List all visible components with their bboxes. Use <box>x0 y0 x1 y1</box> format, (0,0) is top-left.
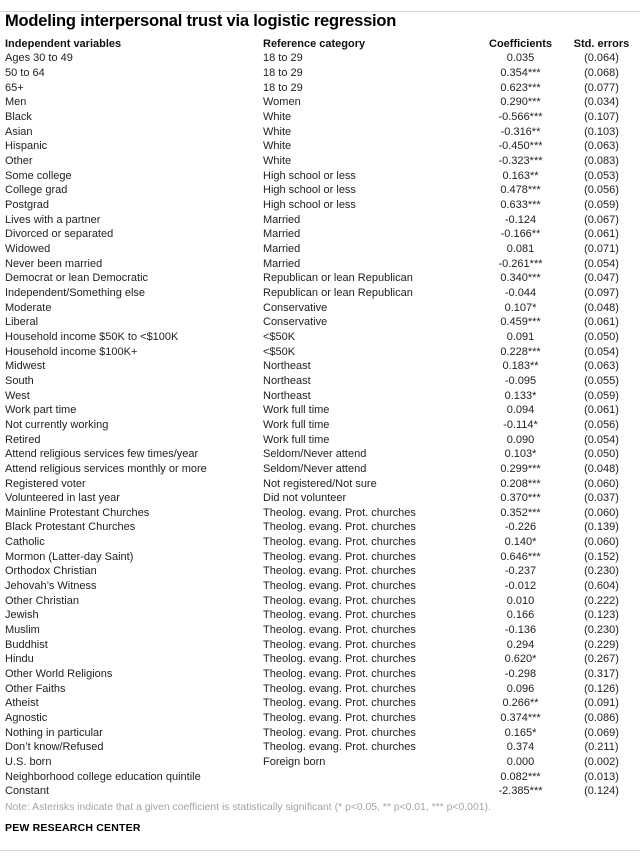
table-row <box>0 741 640 756</box>
table-row <box>0 755 640 770</box>
cell-independent-variable: Black Protestant Churches <box>5 521 136 534</box>
cell-independent-variable: Attend religious services monthly or more <box>5 462 207 475</box>
table-row <box>0 433 640 448</box>
cell-reference-category: Work full time <box>263 418 330 431</box>
cell-std-error: (0.123) <box>584 609 619 622</box>
cell-independent-variable: Work part time <box>5 404 77 417</box>
cell-reference-category: Theolog. evang. Prot. churches <box>263 682 416 695</box>
top-divider <box>0 11 640 12</box>
cell-coefficient: -0.114* <box>503 418 538 431</box>
cell-reference-category: Republican or lean Republican <box>263 272 413 285</box>
cell-std-error: (0.002) <box>584 755 619 768</box>
cell-coefficient: -0.566*** <box>498 111 543 124</box>
table-row <box>0 345 640 360</box>
cell-std-error: (0.083) <box>584 155 619 168</box>
cell-std-error: (0.139) <box>584 521 619 534</box>
cell-coefficient: 0.165* <box>504 726 537 739</box>
table-row <box>0 359 640 374</box>
table-row <box>0 623 640 638</box>
cell-std-error: (0.055) <box>584 374 619 387</box>
cell-independent-variable: Independent/Something else <box>5 286 146 299</box>
cell-std-error: (0.222) <box>584 594 619 607</box>
source-label: PEW RESEARCH CENTER <box>5 822 141 835</box>
cell-reference-category: Conservative <box>263 316 328 329</box>
cell-independent-variable: Midwest <box>5 360 46 373</box>
cell-std-error: (0.107) <box>584 111 619 124</box>
cell-coefficient: 0.299*** <box>500 462 541 475</box>
cell-reference-category: <$50K <box>263 330 296 343</box>
cell-coefficient: 0.082*** <box>500 770 541 783</box>
cell-independent-variable: Other <box>5 155 33 168</box>
cell-coefficient: 0.623*** <box>500 81 541 94</box>
cell-independent-variable: College grad <box>5 184 68 197</box>
cell-coefficient: 0.290*** <box>500 96 541 109</box>
table-row <box>0 213 640 228</box>
table-row <box>0 418 640 433</box>
table-row <box>0 521 640 536</box>
cell-std-error: (0.059) <box>584 199 619 212</box>
table-row <box>0 667 640 682</box>
cell-reference-category: 18 to 29 <box>263 52 303 65</box>
cell-reference-category: White <box>263 111 292 124</box>
cell-reference-category: Married <box>263 213 301 226</box>
cell-std-error: (0.054) <box>584 257 619 270</box>
cell-coefficient: 0.166 <box>506 609 535 622</box>
cell-coefficient: -0.298 <box>504 668 537 681</box>
table-row <box>0 697 640 712</box>
cell-coefficient: 0.091 <box>506 330 535 343</box>
cell-coefficient: 0.081 <box>506 243 535 256</box>
cell-reference-category: Seldom/Never attend <box>263 448 367 461</box>
cell-independent-variable: Black <box>5 111 32 124</box>
cell-coefficient: 0.478*** <box>500 184 541 197</box>
cell-coefficient: -0.237 <box>504 565 537 578</box>
cell-coefficient: 0.370*** <box>500 492 541 505</box>
cell-std-error: (0.229) <box>584 638 619 651</box>
cell-reference-category: Conservative <box>263 301 328 314</box>
table-row <box>0 682 640 697</box>
cell-std-error: (0.061) <box>584 316 619 329</box>
cell-reference-category: Theolog. evang. Prot. churches <box>263 580 416 593</box>
cell-coefficient: -0.166** <box>500 228 541 241</box>
cell-coefficient: -0.012 <box>504 580 537 593</box>
cell-reference-category: White <box>263 140 292 153</box>
table-row <box>0 594 640 609</box>
table-row <box>0 140 640 155</box>
cell-std-error: (0.077) <box>584 81 619 94</box>
table-row <box>0 403 640 418</box>
column-header-coefficients: Coefficients <box>489 37 552 50</box>
cell-reference-category: Not registered/Not sure <box>263 477 377 490</box>
cell-reference-category: 18 to 29 <box>263 67 303 80</box>
table-row <box>0 184 640 199</box>
cell-coefficient: 0.228*** <box>500 345 541 358</box>
cell-independent-variable: Never been married <box>5 257 103 270</box>
cell-independent-variable: Hispanic <box>5 140 48 153</box>
cell-independent-variable: Men <box>5 96 27 109</box>
cell-coefficient: 0.620* <box>504 653 537 666</box>
cell-coefficient: -0.044 <box>504 286 537 299</box>
table-row <box>0 506 640 521</box>
cell-coefficient: 0.035 <box>506 52 535 65</box>
cell-independent-variable: Other World Religions <box>5 668 113 681</box>
cell-reference-category: Married <box>263 228 301 241</box>
cell-independent-variable: U.S. born <box>5 755 52 768</box>
cell-coefficient: 0.208*** <box>500 477 541 490</box>
cell-coefficient: -0.450*** <box>498 140 543 153</box>
cell-independent-variable: Jehovah’s Witness <box>5 580 97 593</box>
cell-coefficient: 0.010 <box>506 594 535 607</box>
cell-independent-variable: Other Christian <box>5 594 79 607</box>
cell-coefficient: 0.140* <box>504 536 537 549</box>
table-row <box>0 169 640 184</box>
cell-std-error: (0.060) <box>584 506 619 519</box>
table-row <box>0 242 640 257</box>
cell-std-error: (0.124) <box>584 785 619 798</box>
cell-std-error: (0.211) <box>584 741 619 754</box>
cell-independent-variable: Asian <box>5 125 33 138</box>
table-row <box>0 154 640 169</box>
cell-reference-category: Women <box>263 96 301 109</box>
cell-coefficient: -0.124 <box>504 213 537 226</box>
table-row <box>0 301 640 316</box>
cell-independent-variable: Other Faiths <box>5 682 66 695</box>
cell-reference-category: Theolog. evang. Prot. churches <box>263 624 416 637</box>
cell-independent-variable: Widowed <box>5 243 51 256</box>
cell-std-error: (0.053) <box>584 169 619 182</box>
cell-independent-variable: Atheist <box>5 697 39 710</box>
cell-std-error: (0.152) <box>584 550 619 563</box>
cell-reference-category: 18 to 29 <box>263 81 303 94</box>
cell-std-error: (0.103) <box>584 125 619 138</box>
cell-coefficient: -0.316** <box>500 125 541 138</box>
cell-std-error: (0.086) <box>584 712 619 725</box>
cell-coefficient: -0.261*** <box>498 257 543 270</box>
cell-independent-variable: Jewish <box>5 609 39 622</box>
cell-std-error: (0.063) <box>584 360 619 373</box>
cell-std-error: (0.059) <box>584 389 619 402</box>
cell-reference-category: Married <box>263 243 301 256</box>
cell-reference-category: Theolog. evang. Prot. churches <box>263 726 416 739</box>
table-row <box>0 477 640 492</box>
cell-coefficient: -0.095 <box>504 374 537 387</box>
cell-reference-category: White <box>263 125 292 138</box>
cell-std-error: (0.097) <box>584 286 619 299</box>
cell-independent-variable: Buddhist <box>5 638 48 651</box>
table-row <box>0 462 640 477</box>
cell-coefficient: -0.226 <box>504 521 537 534</box>
cell-std-error: (0.048) <box>584 462 619 475</box>
cell-std-error: (0.068) <box>584 67 619 80</box>
cell-independent-variable: Agnostic <box>5 712 48 725</box>
cell-coefficient: 0.107* <box>504 301 537 314</box>
cell-coefficient: 0.094 <box>506 404 535 417</box>
table-row <box>0 711 640 726</box>
cell-reference-category: Theolog. evang. Prot. churches <box>263 638 416 651</box>
table-row <box>0 609 640 624</box>
cell-independent-variable: Some college <box>5 169 72 182</box>
cell-independent-variable: 50 to 64 <box>5 67 45 80</box>
cell-coefficient: 0.294 <box>506 638 535 651</box>
cell-coefficient: 0.340*** <box>500 272 541 285</box>
cell-independent-variable: Moderate <box>5 301 52 314</box>
cell-reference-category: High school or less <box>263 169 356 182</box>
cell-reference-category: Work full time <box>263 404 330 417</box>
cell-coefficient: 0.103* <box>504 448 537 461</box>
column-header-reference-category: Reference category <box>263 37 366 50</box>
cell-std-error: (0.047) <box>584 272 619 285</box>
cell-independent-variable: Postgrad <box>5 199 50 212</box>
cell-reference-category: Theolog. evang. Prot. churches <box>263 741 416 754</box>
bottom-divider <box>0 850 640 851</box>
cell-independent-variable: Volunteered in last year <box>5 492 120 505</box>
cell-reference-category: Northeast <box>263 360 311 373</box>
column-header-independent-variables: Independent variables <box>5 37 122 50</box>
cell-reference-category: Married <box>263 257 301 270</box>
cell-coefficient: 0.183** <box>502 360 539 373</box>
cell-reference-category: High school or less <box>263 184 356 197</box>
table-row <box>0 491 640 506</box>
cell-independent-variable: Lives with a partner <box>5 213 101 226</box>
cell-reference-category: Theolog. evang. Prot. churches <box>263 668 416 681</box>
cell-reference-category: Theolog. evang. Prot. churches <box>263 712 416 725</box>
cell-std-error: (0.067) <box>584 213 619 226</box>
cell-coefficient: 0.354*** <box>500 67 541 80</box>
cell-independent-variable: Neighborhood college education quintile <box>5 770 201 783</box>
cell-coefficient: 0.163** <box>502 169 539 182</box>
cell-std-error: (0.267) <box>584 653 619 666</box>
cell-std-error: (0.050) <box>584 448 619 461</box>
table-row <box>0 257 640 272</box>
cell-std-error: (0.071) <box>584 243 619 256</box>
cell-std-error: (0.061) <box>584 404 619 417</box>
cell-independent-variable: South <box>5 374 34 387</box>
cell-coefficient: -0.136 <box>504 624 537 637</box>
cell-reference-category: Theolog. evang. Prot. churches <box>263 697 416 710</box>
cell-std-error: (0.091) <box>584 697 619 710</box>
table-row <box>0 579 640 594</box>
cell-std-error: (0.034) <box>584 96 619 109</box>
cell-independent-variable: Retired <box>5 433 41 446</box>
cell-reference-category: High school or less <box>263 199 356 212</box>
cell-std-error: (0.050) <box>584 330 619 343</box>
cell-independent-variable: Attend religious services few times/year <box>5 448 199 461</box>
cell-reference-category: White <box>263 155 292 168</box>
cell-std-error: (0.126) <box>584 682 619 695</box>
cell-coefficient: -0.323*** <box>498 155 543 168</box>
cell-independent-variable: 65+ <box>5 81 24 94</box>
cell-std-error: (0.060) <box>584 477 619 490</box>
cell-std-error: (0.054) <box>584 345 619 358</box>
table-row <box>0 66 640 81</box>
cell-reference-category: Theolog. evang. Prot. churches <box>263 521 416 534</box>
table-row <box>0 784 640 799</box>
cell-reference-category: Northeast <box>263 374 311 387</box>
cell-reference-category: Northeast <box>263 389 311 402</box>
cell-coefficient: 0.352*** <box>500 506 541 519</box>
cell-coefficient: 0.374 <box>506 741 535 754</box>
cell-reference-category: Theolog. evang. Prot. churches <box>263 565 416 578</box>
cell-std-error: (0.069) <box>584 726 619 739</box>
table-row <box>0 286 640 301</box>
cell-reference-category: Theolog. evang. Prot. churches <box>263 653 416 666</box>
table-row <box>0 565 640 580</box>
cell-independent-variable: Muslim <box>5 624 40 637</box>
table-row <box>0 389 640 404</box>
cell-independent-variable: West <box>5 389 30 402</box>
cell-std-error: (0.056) <box>584 418 619 431</box>
cell-reference-category: Did not volunteer <box>263 492 347 505</box>
table-row <box>0 330 640 345</box>
cell-reference-category: Theolog. evang. Prot. churches <box>263 550 416 563</box>
cell-independent-variable: Nothing in particular <box>5 726 103 739</box>
cell-std-error: (0.061) <box>584 228 619 241</box>
cell-std-error: (0.048) <box>584 301 619 314</box>
cell-independent-variable: Household income $50K to <$100K <box>5 330 179 343</box>
cell-independent-variable: Divorced or separated <box>5 228 114 241</box>
cell-std-error: (0.037) <box>584 492 619 505</box>
cell-std-error: (0.013) <box>584 770 619 783</box>
cell-reference-category: Theolog. evang. Prot. churches <box>263 536 416 549</box>
cell-coefficient: 0.133* <box>504 389 537 402</box>
table-row <box>0 198 640 213</box>
cell-reference-category: Work full time <box>263 433 330 446</box>
table-row <box>0 228 640 243</box>
cell-reference-category: Theolog. evang. Prot. churches <box>263 609 416 622</box>
cell-reference-category: Seldom/Never attend <box>263 462 367 475</box>
table-row <box>0 550 640 565</box>
table-row <box>0 770 640 785</box>
table-body <box>0 52 640 799</box>
cell-coefficient: 0.646*** <box>500 550 541 563</box>
cell-independent-variable: Catholic <box>5 536 45 549</box>
cell-reference-category: Theolog. evang. Prot. churches <box>263 506 416 519</box>
table-row <box>0 374 640 389</box>
cell-independent-variable: Democrat or lean Democratic <box>5 272 149 285</box>
cell-std-error: (0.060) <box>584 536 619 549</box>
table-row <box>0 535 640 550</box>
cell-std-error: (0.230) <box>584 565 619 578</box>
cell-independent-variable: Ages 30 to 49 <box>5 52 73 65</box>
table-row <box>0 447 640 462</box>
cell-independent-variable: Hindu <box>5 653 34 666</box>
table-row <box>0 315 640 330</box>
cell-reference-category: Foreign born <box>263 755 326 768</box>
table-row <box>0 81 640 96</box>
cell-std-error: (0.054) <box>584 433 619 446</box>
cell-std-error: (0.317) <box>584 668 619 681</box>
table-row <box>0 638 640 653</box>
cell-coefficient: 0.096 <box>506 682 535 695</box>
cell-coefficient: 0.000 <box>506 755 535 768</box>
cell-independent-variable: Registered voter <box>5 477 86 490</box>
table-note: Note: Asterisks indicate that a given coefficient is statistically significant (* p<0.05, ** p<0.01, *** p<0.001). <box>5 802 491 814</box>
table-row <box>0 96 640 111</box>
cell-coefficient: 0.459*** <box>500 316 541 329</box>
table-row <box>0 653 640 668</box>
cell-std-error: (0.056) <box>584 184 619 197</box>
cell-coefficient: 0.374*** <box>500 712 541 725</box>
cell-independent-variable: Not currently working <box>5 418 109 431</box>
cell-independent-variable: Liberal <box>5 316 39 329</box>
cell-independent-variable: Mainline Protestant Churches <box>5 506 150 519</box>
cell-independent-variable: Mormon (Latter-day Saint) <box>5 550 134 563</box>
cell-coefficient: 0.266** <box>502 697 539 710</box>
cell-independent-variable: Don’t know/Refused <box>5 741 104 754</box>
column-header-std-errors: Std. errors <box>573 37 630 50</box>
table-row <box>0 272 640 287</box>
cell-reference-category: Republican or lean Republican <box>263 286 413 299</box>
page-title: Modeling interpersonal trust via logistic regression <box>5 12 397 30</box>
table-row <box>0 52 640 67</box>
cell-coefficient: 0.090 <box>506 433 535 446</box>
cell-std-error: (0.063) <box>584 140 619 153</box>
table-row <box>0 125 640 140</box>
cell-reference-category: <$50K <box>263 345 296 358</box>
cell-independent-variable: Household income $100K+ <box>5 345 138 358</box>
cell-coefficient: -2.385*** <box>498 785 543 798</box>
table-row <box>0 726 640 741</box>
table-row <box>0 110 640 125</box>
cell-coefficient: 0.633*** <box>500 199 541 212</box>
cell-reference-category: Theolog. evang. Prot. churches <box>263 594 416 607</box>
cell-std-error: (0.230) <box>584 624 619 637</box>
regression-table <box>0 37 640 799</box>
cell-std-error: (0.604) <box>584 580 619 593</box>
cell-independent-variable: Orthodox Christian <box>5 565 97 578</box>
cell-std-error: (0.064) <box>584 52 619 65</box>
table-header-row <box>0 37 640 52</box>
cell-independent-variable: Constant <box>5 785 50 798</box>
